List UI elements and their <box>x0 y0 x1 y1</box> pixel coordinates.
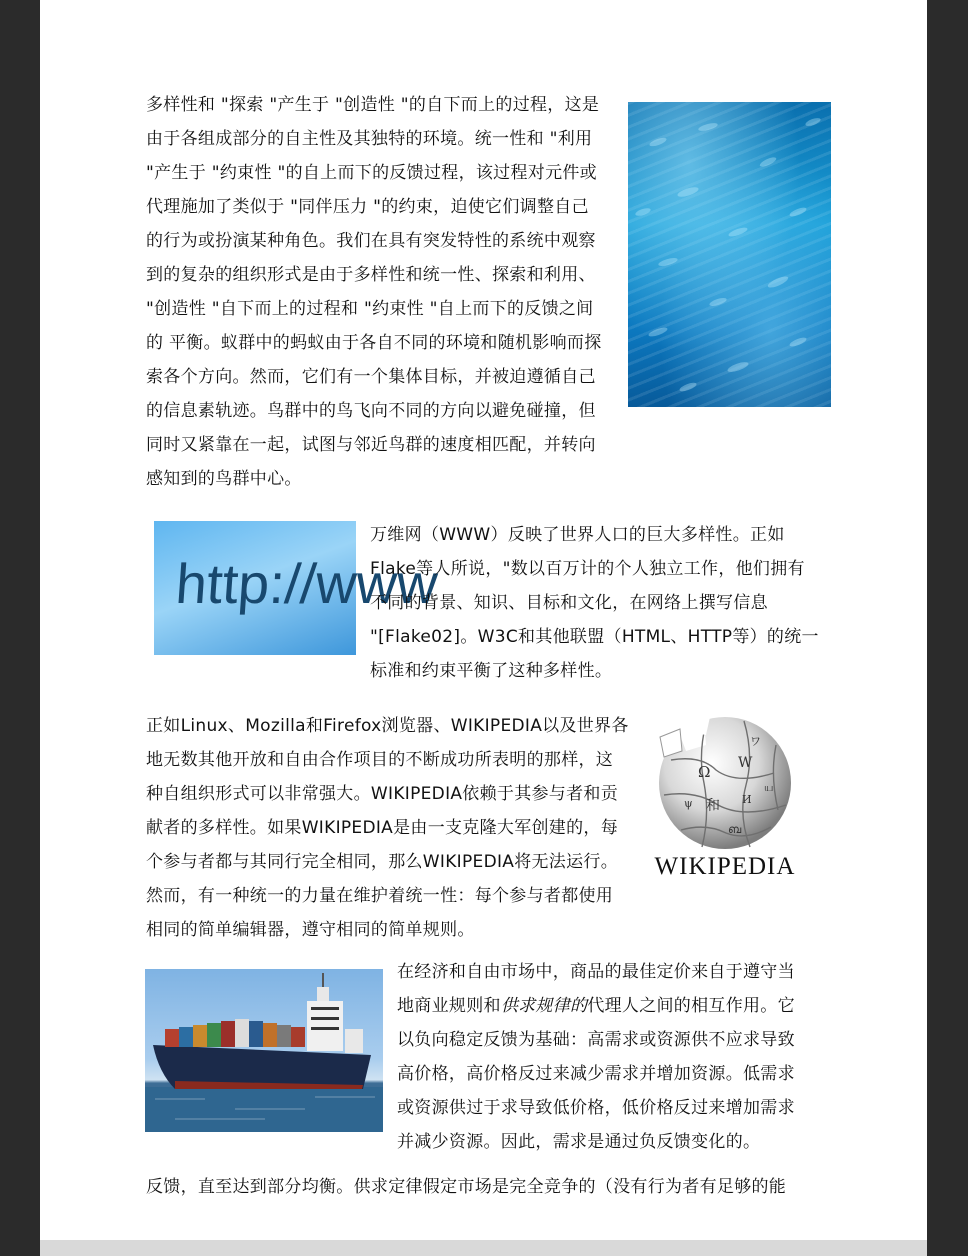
paragraph-continuation <box>146 1170 786 1204</box>
text-line: 标准和约束平衡了这种多样性。 <box>370 661 613 681</box>
text-line: 个参与者都与其同行完全相同，那么WIKIPEDIA将无法运行。 <box>146 852 619 872</box>
container-ship-image <box>145 969 383 1132</box>
svg-text:和: 和 <box>706 798 720 814</box>
text-line: 献者的多样性。如果WIKIPEDIA是由一支克隆大军创建的，每 <box>146 818 619 838</box>
text-line: 的 平衡。蚁群中的蚂蚁由于各自不同的环境和随机影响而探 <box>146 333 602 353</box>
text-line: 到的复杂的组织形式是由于多样性和统一性、探索和利用、 <box>146 265 596 285</box>
svg-text:Ω: Ω <box>698 763 711 781</box>
text-line: 的信息素轨迹。鸟群中的鸟飞向不同的方向以避免碰撞，但 <box>146 401 596 421</box>
text-span: 代理人之间的相互作用。它 <box>587 996 795 1016</box>
text-line: "[Flake02]。W3C和其他联盟（HTML、HTTP等）的统一 <box>370 627 819 647</box>
text-line: 相同的简单编辑器，遵守相同的简单规则。 <box>146 920 475 940</box>
text-line: 然而，有一种统一的力量在维护着统一性：每个参与者都使用 <box>146 886 614 906</box>
text-line: 高价格，高价格反过来减少需求并增加资源。低需求 <box>397 1064 795 1084</box>
paragraph-emergence <box>146 88 602 496</box>
text-line: 种自组织形式可以非常强大。WIKIPEDIA依赖于其参与者和贡 <box>146 784 619 804</box>
text-line: 的行为或扮演某种角色。我们在具有突发特性的系统中观察 <box>146 231 596 251</box>
text-line: 并减少资源。因此，需求是通过负反馈变化的。 <box>397 1132 761 1152</box>
text-line: 不同的背景、知识、目标和文化，在网络上撰写信息 <box>370 593 768 613</box>
text-line: 万维网（WWW）反映了世界人口的巨大多样性。正如 <box>370 525 785 545</box>
text-line: 多样性和 "探索 "产生于 "创造性 "的自下而上的过程，这是 <box>146 95 600 115</box>
paragraph-wikipedia <box>146 709 629 947</box>
svg-text:ψ: ψ <box>684 797 693 810</box>
http-text: http://www <box>173 552 440 615</box>
text-line: 正如Linux、Mozilla和Firefox浏览器、WIKIPEDIA以及世界各 <box>146 716 629 736</box>
text-span: 地商业规则和 <box>397 996 501 1016</box>
svg-text:W: W <box>738 755 753 771</box>
text-line: 感知到的鸟群中心。 <box>146 469 302 489</box>
paragraph-economics <box>397 955 795 1159</box>
page-bottom-edge <box>40 1240 927 1256</box>
text-line: 或资源供过于求导致低价格，低价格反过来增加需求 <box>397 1098 795 1118</box>
text-line: 反馈，直至达到部分均衡。供求定律假定市场是完全竞争的（没有行为者有足够的能 <box>146 1177 787 1197</box>
svg-text:И: И <box>742 793 752 806</box>
document-page <box>40 0 927 1240</box>
text-line: 在经济和自由市场中，商品的最佳定价来自于遵守当 <box>397 962 795 982</box>
svg-text:ய: ய <box>764 781 774 794</box>
wikipedia-logo <box>646 715 804 885</box>
text-line: 地无数其他开放和自由合作项目的不断成功所表明的那样，这 <box>146 750 614 770</box>
wikipedia-wordmark: WIKIPEDIA <box>654 853 796 880</box>
text-line: 以负向稳定反馈为基础：高需求或资源供不应求导致 <box>397 1030 795 1050</box>
paragraph-www <box>370 518 819 688</box>
text-line: 代理施加了类似于 "同伴压力 "的约束，迫使它们调整自己 <box>146 197 589 217</box>
emphasis-span: 供求规律的 <box>500 996 588 1016</box>
fish-school-image <box>628 102 831 407</box>
svg-text:ワ: ワ <box>750 735 761 748</box>
text-line: 同时又紧靠在一起，试图与邻近鸟群的速度相匹配，并转向 <box>146 435 596 455</box>
text-line <box>397 989 795 1023</box>
text-line: 由于各组成部分的自主性及其独特的环境。统一性和 "利用 <box>146 129 593 149</box>
text-line: 索各个方向。然而，它们有一个集体目标，并被迫遵循自己 <box>146 367 596 387</box>
text-line: Flake等人所说，"数以百万计的个人独立工作，他们拥有 <box>370 559 805 579</box>
text-line: "创造性 "自下而上的过程和 "约束性 "自上而下的反馈之间 <box>146 299 594 319</box>
text-line: "产生于 "约束性 "的自上而下的反馈过程，该过程对元件或 <box>146 163 597 183</box>
http-url-image <box>154 521 440 655</box>
svg-text:ബ: ബ <box>728 823 742 836</box>
